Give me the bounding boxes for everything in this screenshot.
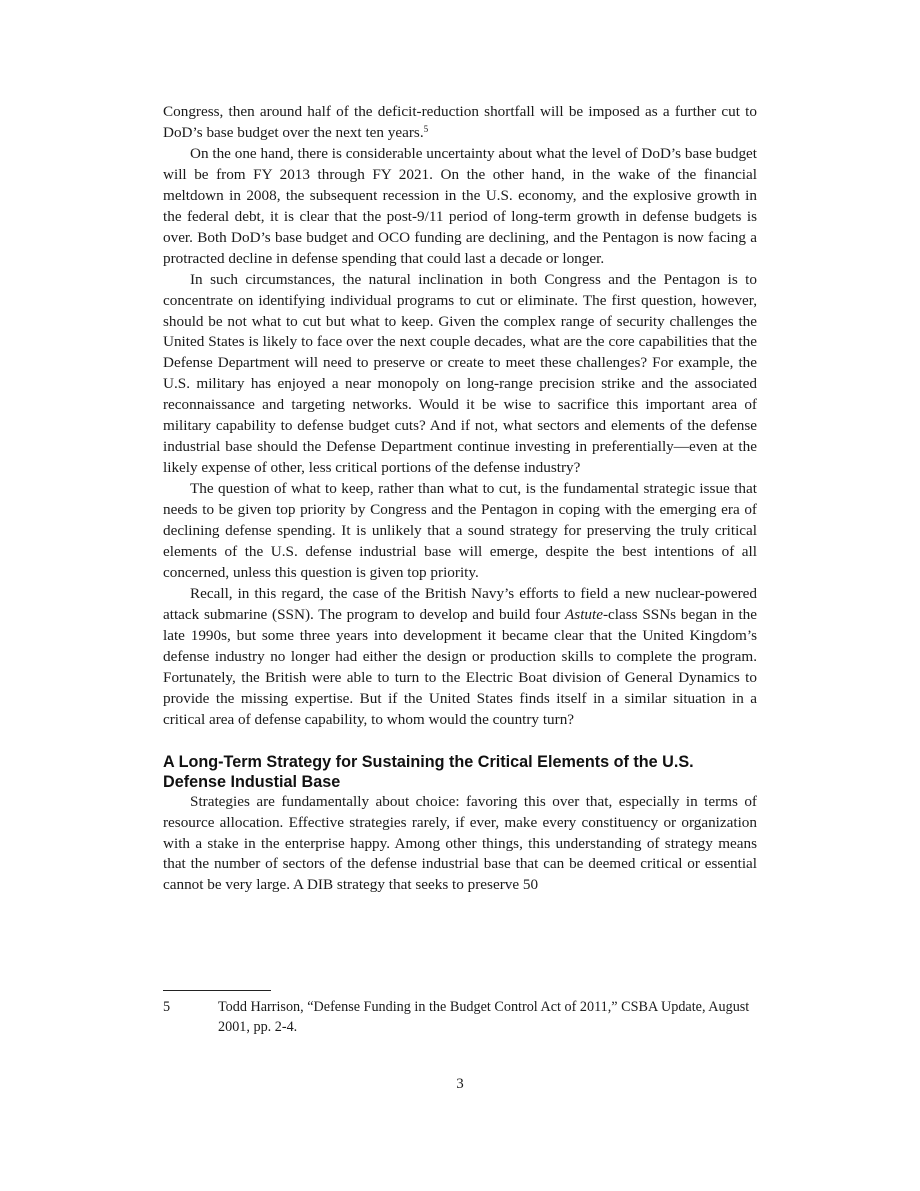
footnote-text: Todd Harrison, “Defense Funding in the Budget Control Act of 2011,” CSBA Update, August 2001, pp. 2-4. [218,999,750,1035]
section-heading: A Long-Term Strategy for Sustaining the Critical Elements of the U.S. Defense Industial Base [163,752,694,791]
paragraph: Recall, in this regard, the case of the British Navy’s efforts to field a new nuclear-powered attack submarine (SSN). The program to develop and build four Astute-class SSNs began in the late 1990s, but some three years into development it became clear that the United Kingdom’s defense industry no longer had either the design or production skills to complete the program. Fortunately, the British were able to turn to the Electric Boat division of General Dynamics to provide the missing expertise. But if the United States finds itself in a similar situation in a critical area of defense capability, to whom would the country turn? [163,584,758,728]
body-text [163,102,757,896]
page-number: 3 [456,1076,464,1092]
italic-term: Astute [565,605,603,623]
footnote-reference: 5 [423,123,429,134]
footnote [163,997,757,1037]
footnote-number: 5 [163,999,171,1015]
footnote-divider [163,990,271,991]
paragraph: On the one hand, there is considerable uncertainty about what the level of DoD’s base budget will be from FY 2013 through FY 2021. On the other hand, in the wake of the financial meltdown in 2008, the subsequent recession in the U.S. economy, and the explosive growth in the federal debt, it is clear that the post-9/11 period of long-term growth in defense budgets is over. Both DoD’s base budget and OCO funding are declining, and the Pentagon is now facing a protracted decline in defense spending that could last a decade or longer. [163,144,757,267]
paragraph: In such circumstances, the natural inclination in both Congress and the Pentagon is to concentrate on identifying individual programs to cut or eliminate. The first question, however, should be not what to cut but what to keep. Given the complex range of security challenges the United States is likely to face over the next couple decades, what are the core capabilities that the Defense Department will need to preserve or create to meet these challenges? For example, the U.S. military has enjoyed a near monopoly on long-range precision strike and the associated reconnaissance and targeting networks. Would it be wise to sacrifice this important area of military capability to defense budget cuts? And if not, what sectors and elements of the defense industrial base should the Defense Department continue investing in preferentially—even at the likely expense of other, less critical portions of the defense industry? [163,270,757,477]
paragraph: Strategies are fundamentally about choice: favoring this over that, especially in terms of resource allocation. Effective strategies rarely, if ever, make every constituency or organization with a stake in the enterprise happy. Among other things, this understanding of strategy means that the number of sectors of the defense industrial base that can be deemed critical or essential cannot be very large. A DIB strategy that seeks to preserve 50 [163,792,757,894]
paragraph-continuation: Congress, then around half of the deficit-reduction shortfall will be imposed as a further cut to DoD’s base budget over the next ten years.$^5$ [163,103,757,141]
paragraph: The question of what to keep, rather than what to cut, is the fundamental strategic issue that needs to be given top priority by Congress and the Pentagon in coping with the emerging era of declining defense spending. It is unlikely that a sound strategy for preserving the truly critical elements of the U.S. defense industrial base will emerge, despite the best intentions of all concerned, unless this question is given top priority. [163,480,757,581]
